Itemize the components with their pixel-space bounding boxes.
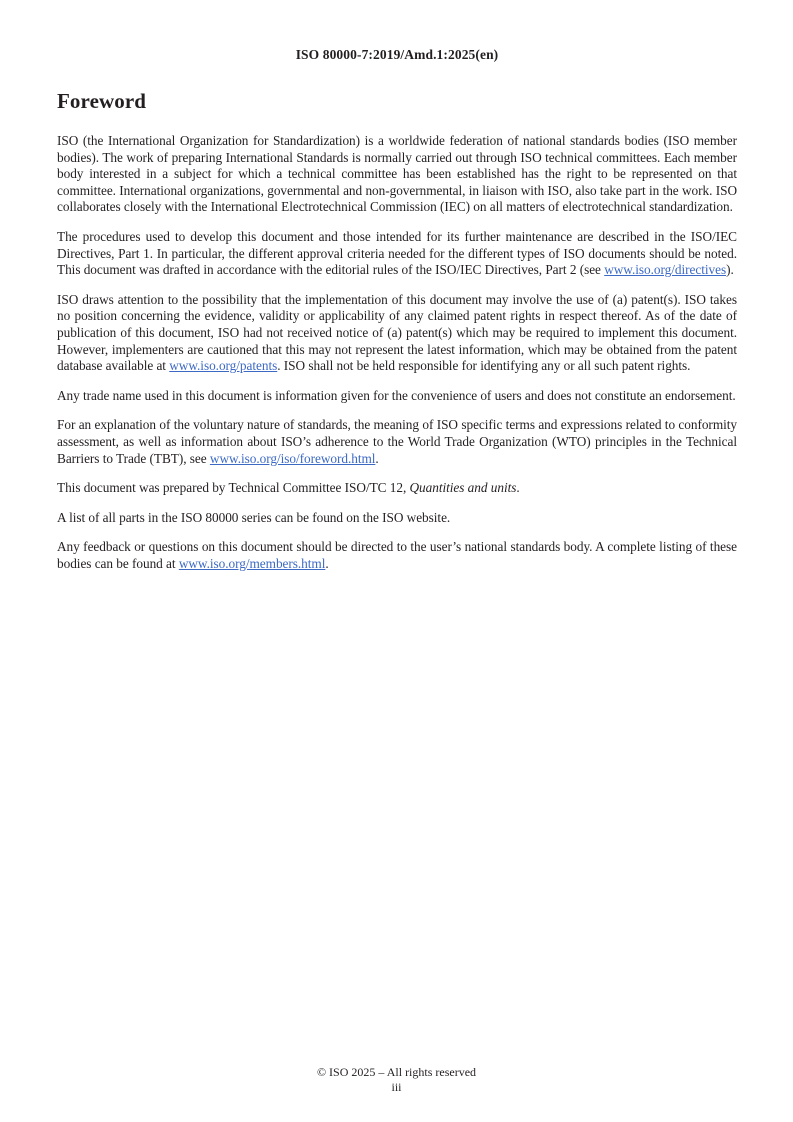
document-reference: ISO 80000-7:2019/Amd.1:2025(en) <box>295 47 499 62</box>
paragraph-text: . <box>375 450 379 466</box>
paragraph-text: ). <box>726 262 734 278</box>
paragraph-text: . <box>325 555 329 571</box>
foreword-paragraph-6 <box>57 480 737 497</box>
foreword-paragraph-7 <box>57 510 737 527</box>
page-content <box>57 0 737 585</box>
foreword-paragraph-4 <box>57 388 737 405</box>
foreword-paragraph-2 <box>57 229 737 279</box>
link-iso-members[interactable]: www.iso.org/members.html <box>178 555 326 571</box>
paragraph-text: . ISO shall not be held responsible for identifying any or all such patent rights. <box>277 358 691 374</box>
committee-name-italic: Quantities and units <box>409 480 517 496</box>
foreword-paragraph-8 <box>57 539 737 572</box>
foreword-paragraph-1 <box>57 133 737 216</box>
paragraph-text: Any feedback or questions on this document should be directed to the user’s national standards body. A complete listing of these bodies can be found at <box>57 539 737 571</box>
paragraph-text: This document was prepared by Technical Committee ISO/TC 12, <box>57 480 410 496</box>
link-iso-foreword[interactable]: www.iso.org/iso/foreword.html <box>209 450 376 466</box>
paragraph-text: A list of all parts in the ISO 80000 series can be found on the ISO website. <box>57 509 451 525</box>
page-title: Foreword <box>57 89 147 113</box>
foreword-paragraph-5 <box>57 417 737 467</box>
paragraph-text: The procedures used to develop this document and those intended for its further maintenance are described in the ISO/IEC Directives, Part 1. In particular, the different approval criteria needed for the different types of ISO documents should be noted. This document was drafted in accordance with the editorial rules of the ISO/IEC Directives, Part 2 (see <box>57 228 737 278</box>
link-iso-directives[interactable]: www.iso.org/directives <box>604 262 727 278</box>
page-footer <box>0 1065 793 1095</box>
paragraph-text: . <box>516 480 520 496</box>
paragraph-text: Any trade name used in this document is information given for the convenience of users and does not constitute an endorsement. <box>57 387 736 403</box>
link-iso-patents[interactable]: www.iso.org/patents <box>169 358 278 374</box>
foreword-paragraph-3 <box>57 292 737 375</box>
page-number: iii <box>391 1080 402 1094</box>
copyright-notice: © ISO 2025 – All rights reserved <box>316 1065 477 1079</box>
paragraph-text: ISO draws attention to the possibility that the implementation of this document may involve the use of (a) patent(s). ISO takes no position concerning the evidence, validity or applicability of any claimed patent rights in respect thereof. As of the date of publication of this document, ISO had not received notice of (a) patent(s) which may be required to implement this document. However, implementers are cautioned that this may not represent the latest information, which may be obtained from the patent database available at <box>57 291 737 374</box>
paragraph-text: For an explanation of the voluntary nature of standards, the meaning of ISO specific terms and expressions related to conformity assessment, as well as information about ISO’s adherence to the World Trade Organization (WTO) principles in the Technical Barriers to Trade (TBT), see <box>57 417 737 466</box>
document-header <box>57 0 737 63</box>
paragraph-text: ISO (the International Organization for Standardization) is a worldwide federation of national standards bodies (ISO member bodies). The work of preparing International Standards is normally carried out through ISO technical committees. Each member body interested in a subject for which a technical committee has been established has the right to be represented on that committee. International organizations, governmental and non-governmental, in liaison with ISO, also take part in the work. ISO collaborates closely with the International Electrotechnical Commission (IEC) on all matters of electrotechnical standardization. <box>57 133 737 215</box>
